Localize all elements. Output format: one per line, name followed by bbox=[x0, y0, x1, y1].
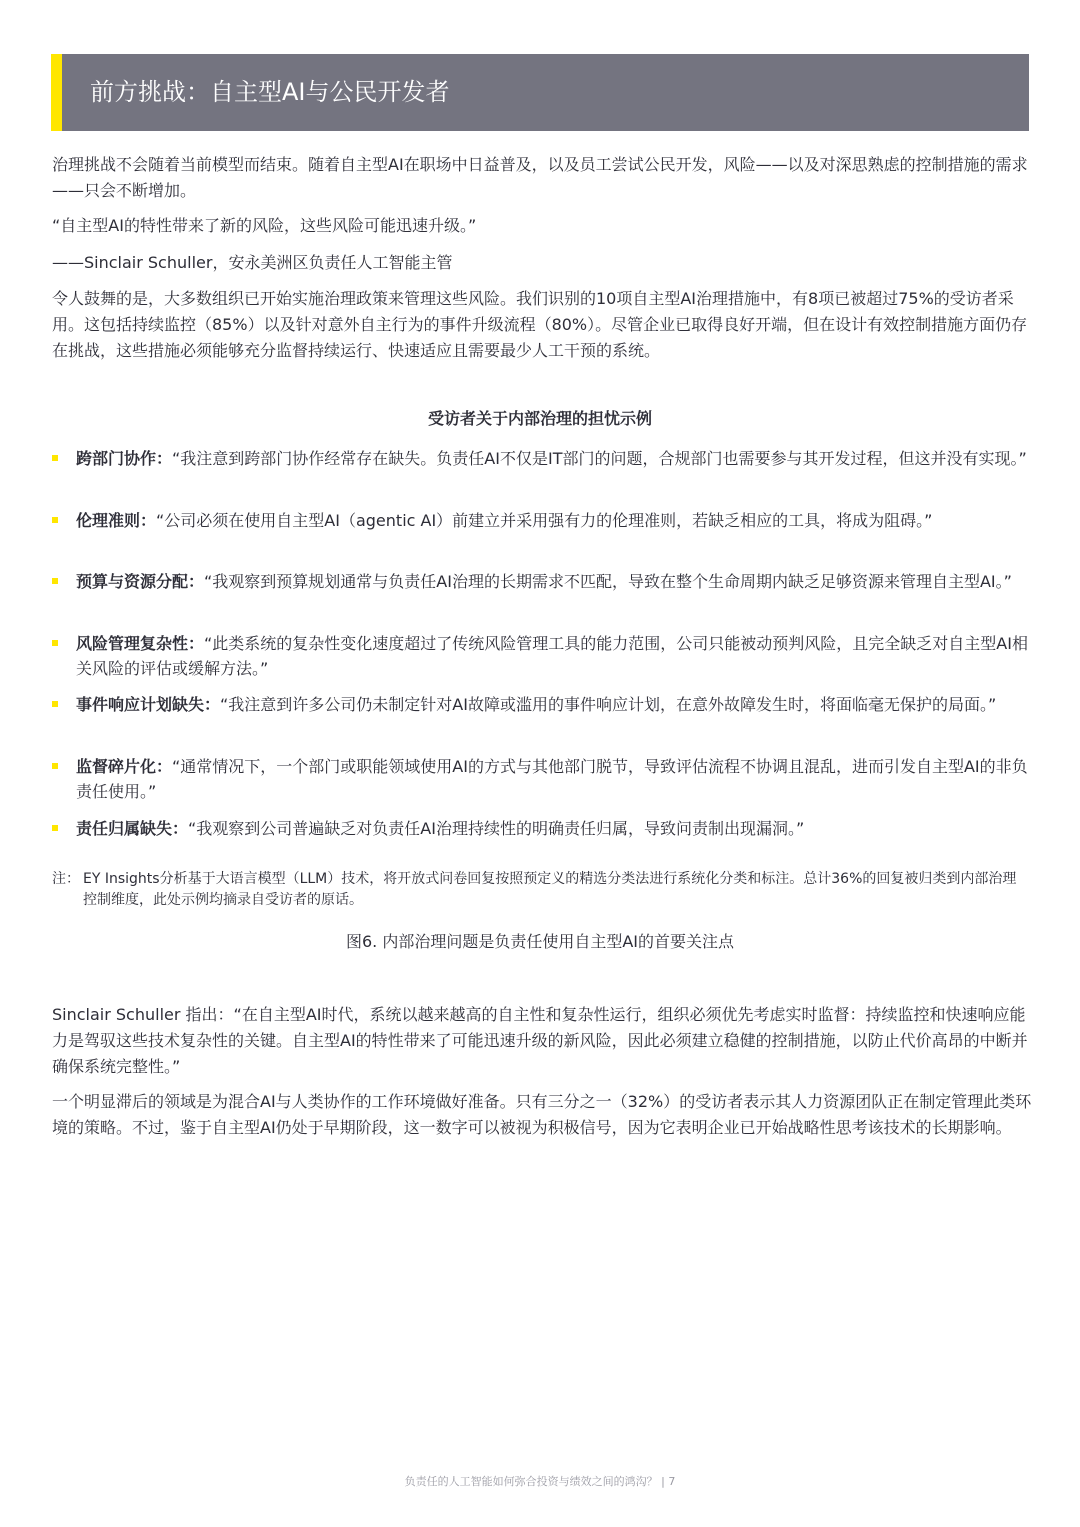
concern-label: 事件响应计划缺失： bbox=[76, 695, 221, 714]
hr-paragraph: 一个明显滞后的领域是为混合AI与人类协作的工作环境做好准备。只有三分之一（32%）的受访者表示其人力资源团队正在制定管理此类环境的策略。不过，鉴于自主型AI仍处于早期阶段，这一数字可以被视为积极信号，因为它表明企业已开始战略性思考该技术的长期影响。 bbox=[52, 1092, 1032, 1137]
schuller-paragraph: Sinclair Schuller 指出：“在自主型AI时代，系统以越来越高的自主性和复杂性运行，组织必须优先考虑实时监督：持续监控和快速响应能力是驾驭这些技术复杂性的关键。自主型AI的特性带来了可能迅速升级的新风险，因此必须建立稳健的控制措施，以防止代价高昂的中断并确保系统完整性。” bbox=[52, 1005, 1028, 1076]
bullet-icon bbox=[52, 825, 58, 831]
bullet-icon bbox=[52, 763, 58, 769]
concern-text: “我观察到公司普遍缺乏对负责任AI治理持续性的明确责任归属，导致问责制出现漏洞。” bbox=[188, 819, 805, 838]
bullet-icon bbox=[52, 455, 58, 461]
bullet-icon bbox=[52, 578, 58, 584]
note-prefix: 注： bbox=[52, 871, 80, 887]
section-title: 前方挑战：自主型AI与公民开发者 bbox=[90, 78, 450, 106]
concern-text: “通常情况下，一个部门或职能领域使用AI的方式与其他部门脱节，导致评估流程不协调且混乱，进而引发自主型AI的非负责任使用。” bbox=[76, 757, 1028, 801]
bullet-icon bbox=[52, 517, 58, 523]
concern-item bbox=[52, 569, 1032, 594]
concern-label: 跨部门协作： bbox=[76, 449, 173, 468]
concern-item bbox=[52, 692, 1032, 717]
concern-text: “公司必须在使用自主型AI（agentic AI）前建立并采用强有力的伦理准则，若缺乏相应的工具，将成为阻碍。” bbox=[156, 511, 933, 530]
section-header bbox=[51, 54, 1029, 131]
header-accent-bar bbox=[51, 54, 62, 131]
concerns-title: 受访者关于内部治理的担忧示例 bbox=[427, 409, 652, 428]
quote-attribution: ——Sinclair Schuller，安永美洲区负责任人工智能主管 bbox=[52, 253, 453, 272]
figure-caption: 图6. 内部治理问题是负责任使用自主型AI的首要关注点 bbox=[345, 932, 735, 951]
intro-paragraph: 治理挑战不会随着当前模型而结束。随着自主型AI在职场中日益普及，以及员工尝试公民开发，风险——以及对深思熟虑的控制措施的需求——只会不断增加。 bbox=[52, 155, 1028, 200]
concern-item bbox=[52, 508, 1032, 533]
bullet-icon bbox=[52, 701, 58, 707]
governance-paragraph: 令人鼓舞的是，大多数组织已开始实施治理政策来管理这些风险。我们识别的10项自主型AI治理措施中，有8项已被超过75%的受访者采用。这包括持续监控（85%）以及针对意外自主行为的事件升级流程（80%）。尽管企业已取得良好开端，但在设计有效控制措施方面仍存在挑战，这些措施必须能够充分监督持续运行、快速适应且需要最少人工干预的系统。 bbox=[52, 289, 1028, 360]
concern-text: “此类系统的复杂性变化速度超过了传统风险管理工具的能力范围，公司只能被动预判风险，且完全缺乏对自主型AI相关风险的评估或缓解方法。” bbox=[76, 634, 1028, 678]
page-footer: 负责任的人工智能如何弥合投资与绩效之间的鸿沟？ | 7 bbox=[404, 1475, 676, 1488]
intro-quote: “自主型AI的特性带来了新的风险，这些风险可能迅速升级。” bbox=[52, 216, 477, 235]
concern-label: 责任归属缺失： bbox=[76, 819, 189, 838]
concern-label: 监督碎片化： bbox=[76, 757, 173, 776]
concern-text: “我注意到跨部门协作经常存在缺失。负责任AI不仅是IT部门的问题，合规部门也需要参与其开发过程，但这并没有实现。” bbox=[172, 449, 1027, 468]
concern-item bbox=[52, 754, 1032, 804]
concern-label: 伦理准则： bbox=[76, 511, 157, 530]
analysis-note bbox=[52, 869, 1030, 911]
bullet-icon bbox=[52, 640, 58, 646]
concern-label: 风险管理复杂性： bbox=[76, 634, 205, 653]
note-text: EY Insights分析基于大语言模型（LLM）技术，将开放式问卷回复按照预定义的精选分类法进行系统化分类和标注。总计36%的回复被归类到内部治理控制维度，此处示例均摘录自受访者的原话。 bbox=[83, 871, 1017, 908]
concern-text: “我注意到许多公司仍未制定针对AI故障或滥用的事件响应计划，在意外故障发生时，将面临毫无保护的局面。” bbox=[220, 695, 997, 714]
concern-text: “我观察到预算规划通常与负责任AI治理的长期需求不匹配，导致在整个生命周期内缺乏足够资源来管理自主型AI。” bbox=[204, 572, 1012, 591]
concern-label: 预算与资源分配： bbox=[76, 572, 205, 591]
concern-item bbox=[52, 631, 1032, 681]
concern-item bbox=[52, 446, 1032, 471]
concern-item bbox=[52, 816, 1032, 841]
